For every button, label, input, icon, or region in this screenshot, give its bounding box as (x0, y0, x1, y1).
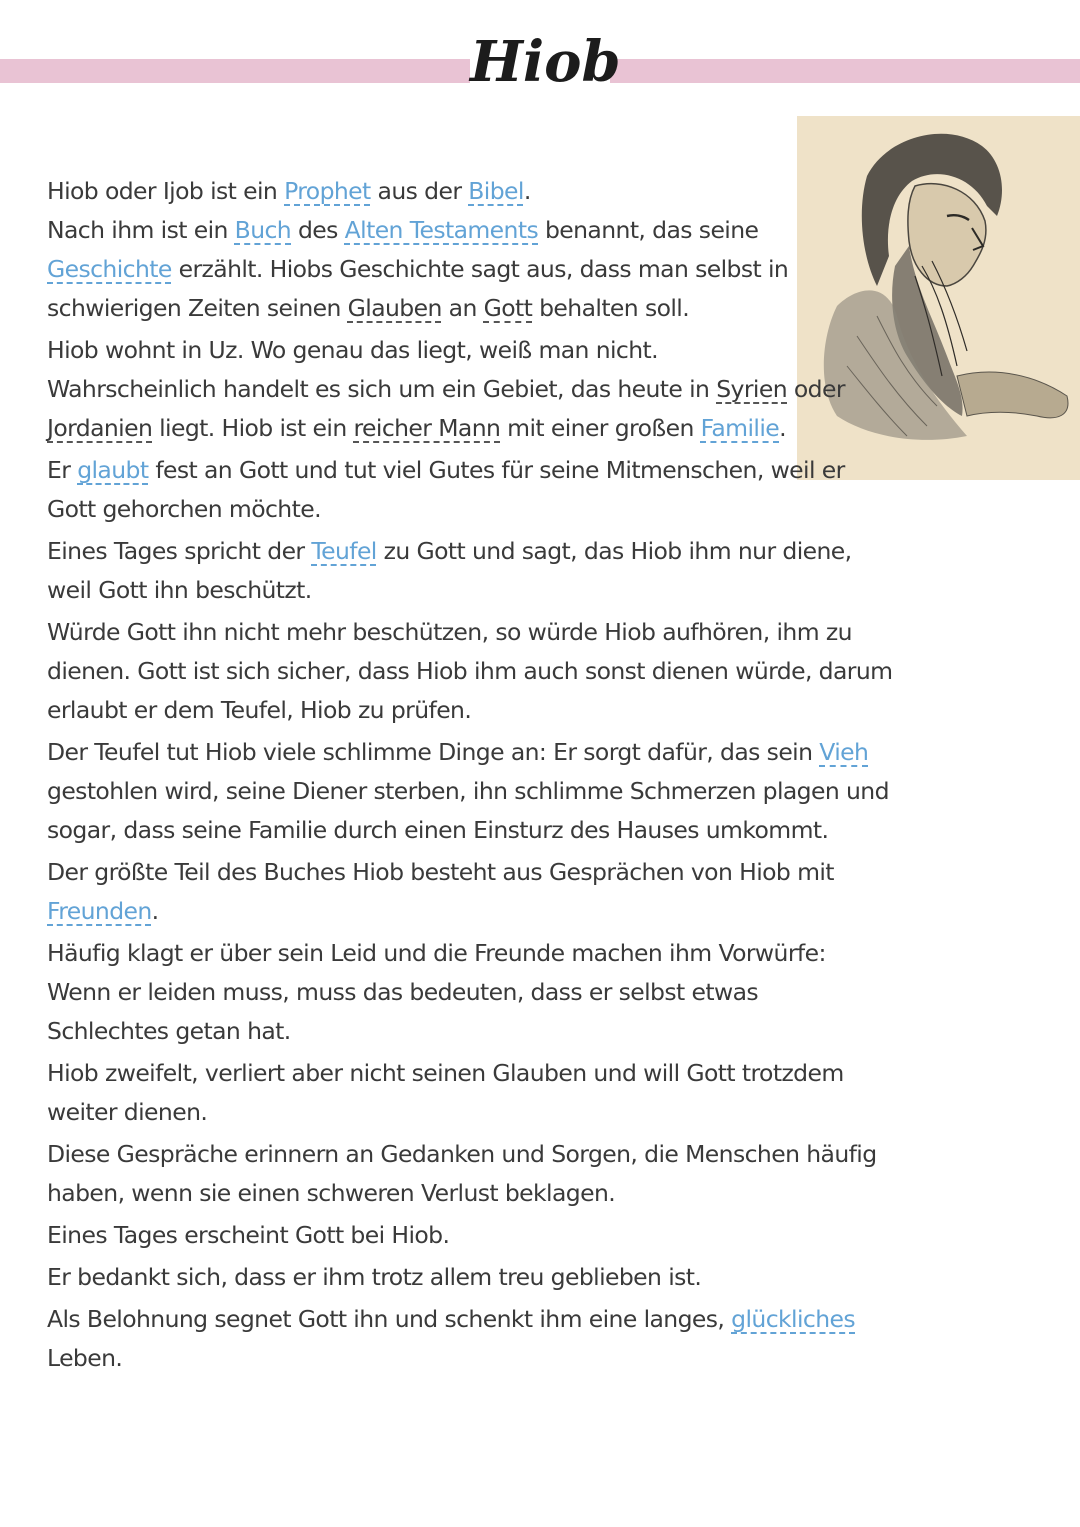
text-line (47, 331, 837, 370)
glossary-link[interactable]: Freunden (47, 897, 152, 925)
text-segment: mit einer großen (500, 414, 701, 442)
text-line (47, 934, 837, 973)
glossary-link[interactable]: Vieh (819, 738, 869, 766)
text-line (47, 571, 837, 610)
text-segment: Leben. (47, 1344, 123, 1372)
text-segment: . (151, 897, 159, 925)
text-segment: Hiob zweifelt, verliert aber nicht seinen Glauben und will Gott trotzdem (47, 1059, 844, 1087)
text-segment: Nach ihm ist ein (47, 216, 235, 244)
text-line (47, 1258, 837, 1297)
article-body (47, 172, 893, 1381)
glossary-link[interactable]: Bibel (468, 177, 524, 205)
portrait-image (797, 116, 1080, 480)
text-segment: fest an Gott und tut viel Gutes für seine Mitmenschen, weil er (148, 456, 845, 484)
text-segment: liegt. Hiob ist ein (152, 414, 354, 442)
glossary-link[interactable]: glaubt (77, 456, 149, 484)
text-line (47, 490, 837, 529)
text-segment: aus der (370, 177, 469, 205)
text-segment: behalten soll. (532, 294, 690, 322)
text-segment: dienen. Gott ist sich sicher, dass Hiob ihm auch sonst dienen würde, darum (47, 657, 893, 685)
glossary-link[interactable]: Familie (700, 414, 780, 442)
text-segment: Schlechtes getan hat. (47, 1017, 291, 1045)
text-line (47, 1093, 837, 1132)
text-line (47, 172, 837, 211)
text-segment: . (779, 414, 786, 442)
glossary-term[interactable]: reicher Mann (353, 414, 501, 442)
text-segment: benannt, das seine (538, 216, 759, 244)
text-line (47, 1300, 855, 1339)
text-line (47, 1012, 837, 1051)
text-segment: sogar, dass seine Familie durch einen Einsturz des Hauses umkommt. (47, 816, 829, 844)
text-segment: gestohlen wird, seine Diener sterben, ihn schlimme Schmerzen plagen und (47, 777, 889, 805)
paragraph-gap (47, 1378, 837, 1381)
glossary-term[interactable]: Syrien (716, 375, 788, 403)
text-segment: weiter dienen. (47, 1098, 208, 1126)
portrait-engraving (797, 116, 1080, 480)
text-segment: erlaubt er dem Teufel, Hiob zu prüfen. (47, 696, 472, 724)
text-segment: Häufig klagt er über sein Leid und die Freunde machen ihm Vorwürfe: (47, 939, 826, 967)
text-segment: zu Gott und sagt, das Hiob ihm nur diene, (376, 537, 852, 565)
text-segment: Hiob oder Ijob ist ein (47, 177, 285, 205)
text-segment: Er bedankt sich, dass er ihm trotz allem treu geblieben ist. (47, 1263, 702, 1291)
text-line (47, 1174, 837, 1213)
text-line (47, 250, 837, 289)
text-segment: Der Teufel tut Hiob viele schlimme Dinge an: Er sorgt dafür, das sein (47, 738, 820, 766)
text-line (47, 811, 837, 850)
text-segment: oder (787, 375, 845, 403)
text-line (47, 1135, 877, 1174)
glossary-link[interactable]: glückliches (731, 1305, 855, 1333)
text-line (47, 409, 837, 448)
text-segment: Eines Tages spricht der (47, 537, 312, 565)
text-line (47, 370, 845, 409)
text-line (47, 892, 837, 931)
text-segment: Der größte Teil des Buches Hiob besteht aus Gesprächen von Hiob mit (47, 858, 834, 886)
text-line (47, 691, 837, 730)
text-segment: Wahrscheinlich handelt es sich um ein Gebiet, das heute in (47, 375, 717, 403)
glossary-link[interactable]: Buch (234, 216, 292, 244)
text-line (47, 1216, 837, 1255)
glossary-link[interactable]: Geschichte (47, 255, 172, 283)
text-segment: Eines Tages erscheint Gott bei Hiob. (47, 1221, 450, 1249)
text-line (47, 613, 852, 652)
page-title: Hiob (470, 22, 610, 102)
text-segment: Hiob wohnt in Uz. Wo genau das liegt, weiß man nicht. (47, 336, 659, 364)
text-line (47, 451, 845, 490)
glossary-link[interactable]: Teufel (311, 537, 377, 565)
text-segment: Wenn er leiden muss, muss das bedeuten, dass er selbst etwas (47, 978, 759, 1006)
text-line (47, 1339, 837, 1378)
text-segment: schwierigen Zeiten seinen (47, 294, 348, 322)
glossary-link[interactable]: Prophet (284, 177, 371, 205)
text-segment: Als Belohnung segnet Gott ihn und schenkt ihm eine langes, (47, 1305, 732, 1333)
glossary-term[interactable]: Jordanien (47, 414, 153, 442)
text-segment: . (523, 177, 531, 205)
glossary-link[interactable]: Alten Testaments (344, 216, 539, 244)
text-segment: Würde Gott ihn nicht mehr beschützen, so würde Hiob aufhören, ihm zu (47, 618, 852, 646)
text-segment: haben, wenn sie einen schweren Verlust beklagen. (47, 1179, 616, 1207)
text-segment: erzählt. Hiobs Geschichte sagt aus, dass man selbst in (171, 255, 789, 283)
text-line (47, 853, 837, 892)
text-line (47, 1054, 844, 1093)
text-line (47, 211, 837, 250)
text-line (47, 733, 869, 772)
glossary-term[interactable]: Gott (483, 294, 533, 322)
text-line (47, 973, 837, 1012)
text-line (47, 652, 893, 691)
text-line (47, 772, 889, 811)
text-segment: weil Gott ihn beschützt. (47, 576, 312, 604)
glossary-term[interactable]: Glauben (347, 294, 442, 322)
text-line (47, 289, 837, 328)
text-segment: Diese Gespräche erinnern an Gedanken und Sorgen, die Menschen häufig (47, 1140, 877, 1168)
text-segment: an (441, 294, 484, 322)
text-line (47, 532, 852, 571)
text-segment: des (291, 216, 345, 244)
text-segment: Gott gehorchen möchte. (47, 495, 321, 523)
text-segment: Er (47, 456, 78, 484)
